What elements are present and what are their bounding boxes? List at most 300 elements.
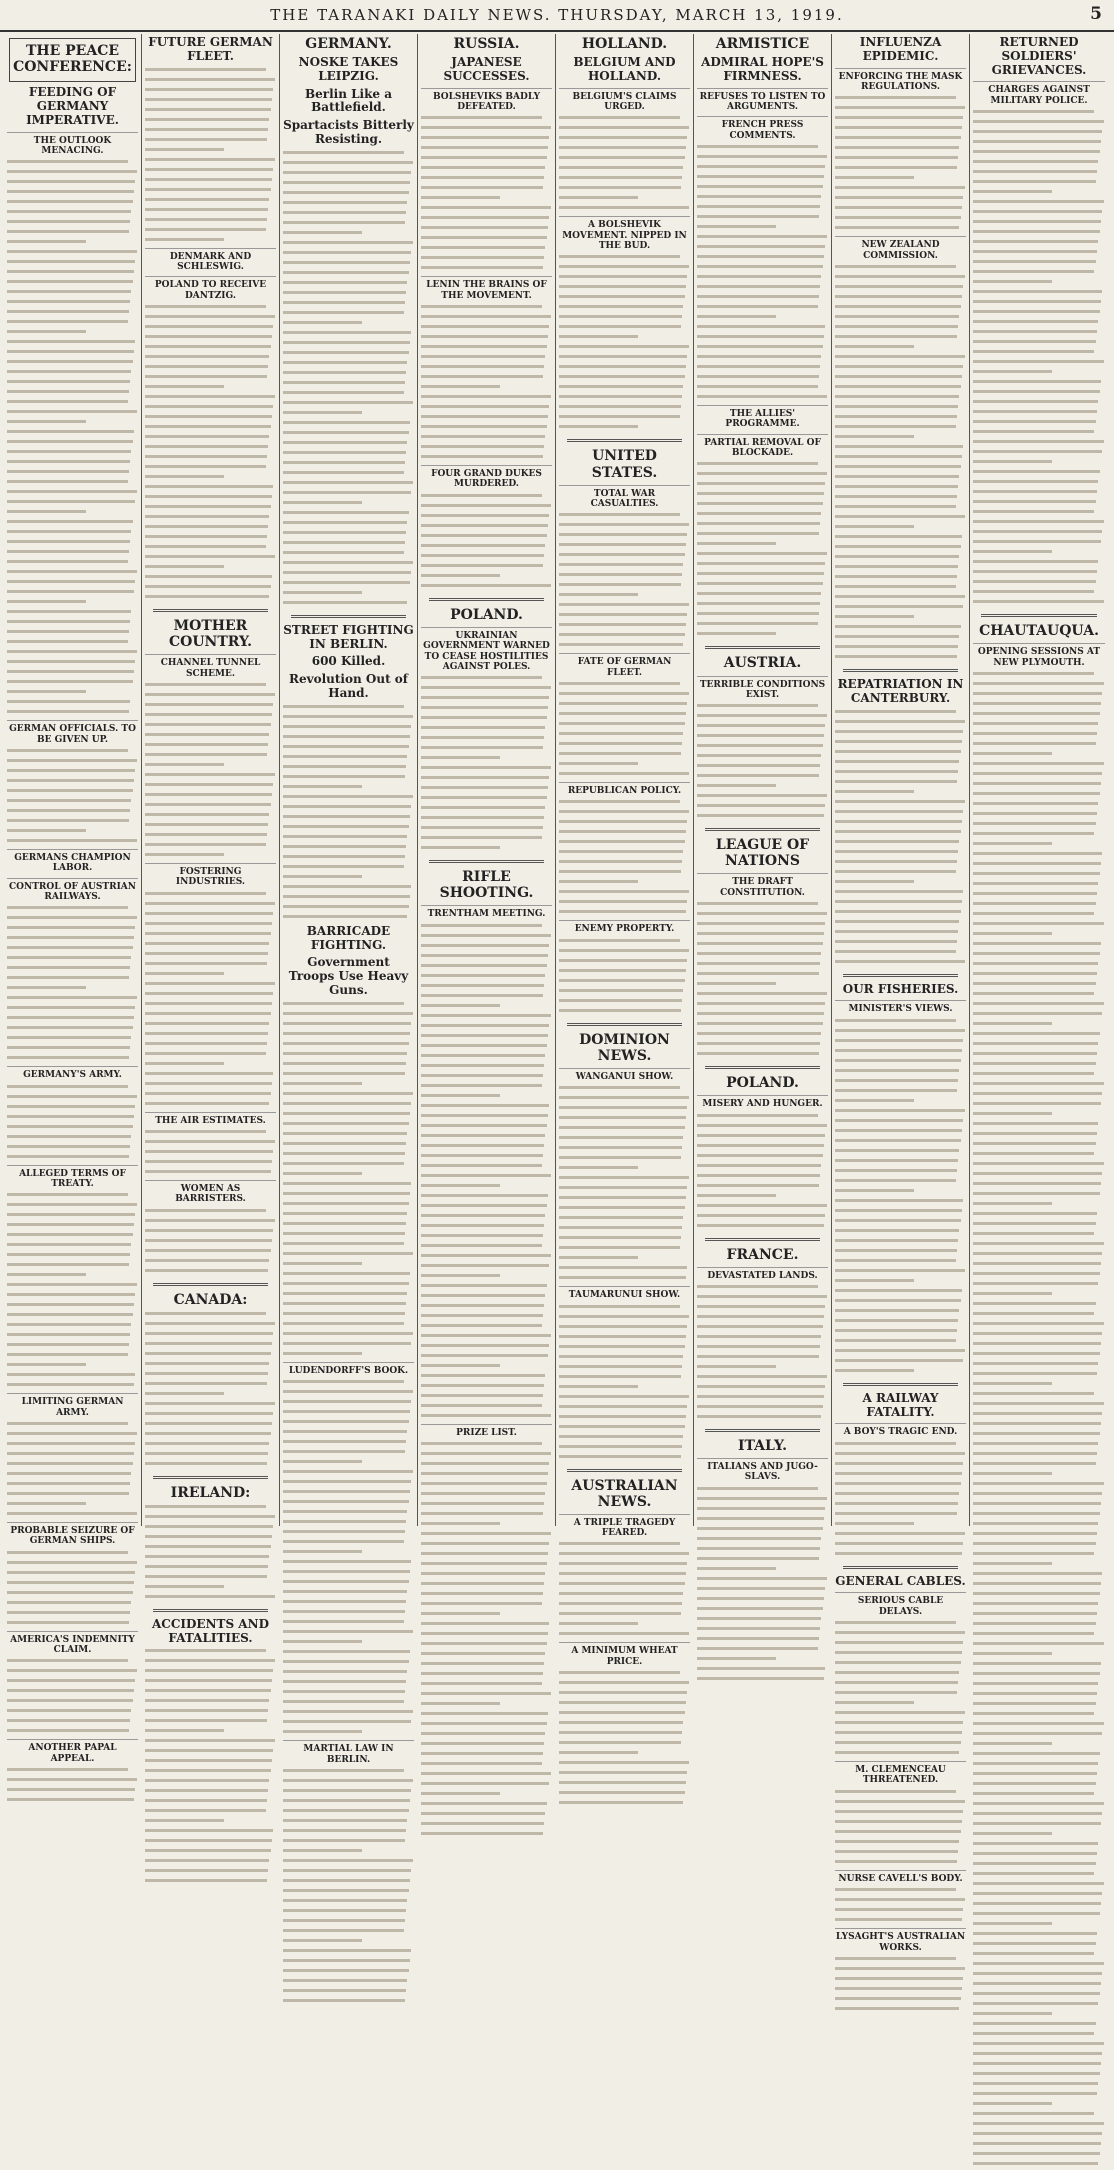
subheadline: FRENCH PRESS COMMENTS. [697, 116, 828, 141]
text-line [7, 370, 138, 378]
text-line-stroke [7, 1353, 128, 1356]
text-line [283, 461, 414, 469]
divider [153, 1476, 268, 1479]
text-line-stroke [697, 1154, 823, 1157]
text-line [559, 752, 690, 760]
text-line-stroke [559, 623, 686, 626]
text-line [697, 155, 828, 163]
text-line-stroke [421, 1344, 549, 1347]
article-body [7, 1422, 138, 1520]
text-line [973, 270, 1105, 278]
text-line [421, 246, 552, 254]
text-line [283, 705, 414, 713]
text-line [835, 1249, 966, 1257]
text-line-stroke [973, 952, 1100, 955]
text-line-stroke [7, 620, 130, 623]
text-line-stroke [7, 370, 131, 373]
text-line [421, 846, 552, 854]
text-line [7, 1768, 138, 1776]
text-line [421, 1742, 552, 1750]
article-body [145, 1130, 276, 1178]
text-line [421, 1572, 552, 1580]
text-line-stroke [7, 1432, 137, 1435]
text-line [283, 885, 414, 893]
text-line-stroke [835, 890, 963, 893]
text-line [835, 1049, 966, 1057]
text-line-stroke [835, 1452, 965, 1455]
text-line-stroke [697, 462, 818, 465]
text-line-stroke [421, 1364, 500, 1367]
text-line-stroke [835, 415, 957, 418]
text-line [697, 1355, 828, 1363]
text-line [559, 405, 690, 413]
text-line [283, 391, 414, 399]
text-line [421, 1482, 552, 1490]
text-line-stroke [421, 246, 545, 249]
text-line-stroke [283, 551, 404, 554]
text-line [835, 750, 966, 758]
text-line-stroke [835, 950, 956, 953]
text-line [283, 1440, 414, 1448]
text-line [559, 1246, 690, 1254]
article-body [697, 1487, 828, 1685]
text-line-stroke [973, 570, 1097, 573]
text-line-stroke [559, 116, 680, 119]
text-line-stroke [697, 205, 820, 208]
text-line [7, 660, 138, 668]
text-line [973, 600, 1105, 608]
article-body [7, 749, 138, 847]
text-line-stroke [559, 1691, 687, 1694]
text-line-stroke [283, 1032, 410, 1035]
text-line-stroke [283, 1949, 411, 1952]
text-line [973, 1892, 1105, 1900]
text-line [145, 1072, 276, 1080]
text-line-stroke [7, 360, 133, 363]
text-line-stroke [421, 786, 548, 789]
text-line-stroke [973, 1672, 1100, 1675]
text-line [421, 1452, 552, 1460]
subheadline: PARTIAL REMOVAL OF BLOCKADE. [697, 434, 828, 459]
subheadline: PROBABLE SEIZURE OF GERMAN SHIPS. [7, 1522, 138, 1547]
text-line-stroke [283, 1352, 362, 1355]
text-line-stroke [973, 520, 1104, 523]
text-line [421, 954, 552, 962]
text-line-stroke [283, 221, 405, 224]
text-line-stroke [835, 1512, 957, 1515]
text-line [835, 1149, 966, 1157]
article-body [559, 1542, 690, 1640]
text-line [835, 1751, 966, 1759]
text-line [283, 1700, 414, 1708]
text-line-stroke [835, 285, 963, 288]
text-line-stroke [835, 1069, 959, 1072]
text-line-stroke [421, 494, 542, 497]
text-line [973, 1752, 1105, 1760]
text-line [283, 281, 414, 289]
text-line-stroke [835, 1029, 965, 1032]
text-line [145, 565, 276, 573]
text-line [559, 1096, 690, 1104]
text-line-stroke [697, 562, 825, 565]
text-line [7, 250, 138, 258]
text-line [283, 1839, 414, 1847]
text-line-stroke [697, 355, 821, 358]
text-line [7, 1193, 138, 1201]
text-line [7, 320, 138, 328]
text-line [559, 623, 690, 631]
text-line-stroke [835, 2007, 959, 2010]
text-line-stroke [559, 1751, 638, 1754]
text-line [973, 882, 1105, 890]
text-line-stroke [7, 1125, 133, 1128]
text-line-stroke [283, 1839, 405, 1842]
text-line-stroke [7, 996, 137, 999]
text-line-stroke [697, 1204, 827, 1207]
text-line [973, 1802, 1105, 1810]
text-line [283, 481, 414, 489]
text-line-stroke [421, 1244, 542, 1247]
text-line-stroke [835, 1997, 961, 2000]
text-line [973, 762, 1105, 770]
text-line [283, 1869, 414, 1877]
text-line [835, 126, 966, 134]
text-line-stroke [973, 1592, 1100, 1595]
text-line-stroke [697, 632, 776, 635]
article-body [697, 704, 828, 822]
text-line [559, 1562, 690, 1570]
text-line [283, 1859, 414, 1867]
text-line-stroke [559, 573, 682, 576]
text-line [697, 1527, 828, 1535]
text-line-stroke [697, 754, 821, 757]
text-line-stroke [7, 300, 130, 303]
text-line [973, 1322, 1105, 1330]
text-line [145, 1229, 276, 1237]
text-line [283, 1949, 414, 1957]
text-line [973, 170, 1105, 178]
text-line [973, 580, 1105, 588]
text-line [283, 371, 414, 379]
text-line-stroke [421, 1324, 542, 1327]
text-line [421, 806, 552, 814]
text-line-stroke [421, 375, 543, 378]
text-line [973, 1342, 1105, 1350]
text-line-stroke [973, 1992, 1100, 1995]
text-line-stroke [283, 1889, 409, 1892]
headline: THE PEACE CONFERENCE: [13, 43, 132, 76]
text-line-stroke [145, 972, 224, 975]
text-line [835, 166, 966, 174]
text-line-stroke [973, 1662, 1101, 1665]
text-line-stroke [283, 1212, 407, 1215]
text-line-stroke [559, 1781, 686, 1784]
text-line [697, 1315, 828, 1323]
text-line-stroke [835, 305, 961, 308]
text-line-stroke [421, 1184, 500, 1187]
text-line-stroke [145, 793, 272, 796]
text-line [559, 126, 690, 134]
text-line [973, 2122, 1105, 2130]
text-line-stroke [283, 1660, 409, 1663]
text-line [559, 1266, 690, 1274]
text-line [973, 812, 1105, 820]
text-line-stroke [973, 1122, 1098, 1125]
text-line-stroke [973, 1812, 1102, 1815]
text-line [835, 315, 966, 323]
text-line-stroke [7, 1373, 135, 1376]
text-line-stroke [697, 315, 776, 318]
text-line-stroke [145, 1259, 269, 1262]
text-line-stroke [283, 1989, 406, 1992]
text-line [835, 365, 966, 373]
text-line [283, 1789, 414, 1797]
text-line [7, 580, 138, 588]
headline: HOLLAND. [581, 36, 668, 52]
text-line-stroke [283, 1292, 407, 1295]
text-line [145, 1689, 276, 1697]
text-line-stroke [697, 1657, 776, 1660]
text-line [973, 2092, 1105, 2100]
text-line [145, 1082, 276, 1090]
text-line [973, 1132, 1105, 1140]
text-line-stroke [283, 371, 406, 374]
text-line-stroke [145, 1442, 269, 1445]
text-line-stroke [283, 491, 411, 494]
text-line-stroke [145, 515, 269, 518]
text-line [421, 1014, 552, 1022]
text-line [559, 1166, 690, 1174]
text-line [835, 485, 966, 493]
text-line-stroke [697, 1487, 818, 1490]
text-line [421, 1782, 552, 1790]
text-line [283, 1989, 414, 1997]
headline: RIFLE SHOOTING. [439, 869, 534, 902]
text-line-stroke [283, 1929, 404, 1932]
text-line [973, 792, 1105, 800]
text-line [973, 1212, 1105, 1220]
text-line-stroke [145, 1515, 275, 1518]
text-line-stroke [421, 435, 545, 438]
text-line [973, 1952, 1105, 1960]
text-line [697, 395, 828, 403]
text-line [973, 530, 1105, 538]
text-line [145, 535, 276, 543]
text-line [973, 872, 1105, 880]
text-line-stroke [697, 1617, 821, 1620]
text-line-stroke [283, 251, 411, 254]
text-line [697, 175, 828, 183]
text-line [835, 295, 966, 303]
text-line-stroke [421, 1692, 551, 1695]
text-line-stroke [283, 1610, 405, 1613]
text-line-stroke [973, 2142, 1101, 2145]
text-line [7, 1492, 138, 1500]
text-line [7, 1502, 138, 1510]
text-line [559, 1425, 690, 1433]
text-line [145, 108, 276, 116]
text-line [283, 581, 414, 589]
text-line [283, 1132, 414, 1140]
text-line-stroke [145, 1072, 273, 1075]
text-line-stroke [973, 1882, 1104, 1885]
text-line [421, 964, 552, 972]
text-line [835, 1369, 966, 1377]
article-body [559, 116, 690, 214]
text-line-stroke [697, 1667, 825, 1670]
text-line-stroke [559, 206, 689, 209]
text-line [421, 924, 552, 932]
text-line [283, 471, 414, 479]
text-line-stroke [421, 156, 547, 159]
text-line-stroke [283, 835, 407, 838]
text-line-stroke [559, 772, 689, 775]
text-line-stroke [697, 1517, 824, 1520]
text-line [283, 1540, 414, 1548]
text-line-stroke [283, 1282, 409, 1285]
subheadline: NOSKE TAKES LEIPZIG. [298, 55, 399, 83]
text-line [973, 802, 1105, 810]
text-line-stroke [559, 146, 686, 149]
text-line-stroke [559, 1196, 686, 1199]
text-line [283, 1490, 414, 1498]
text-line [145, 1052, 276, 1060]
text-line [283, 1342, 414, 1350]
text-line-stroke [283, 1590, 407, 1593]
text-line [7, 1016, 138, 1024]
text-line [559, 186, 690, 194]
headline: BARRICADE FIGHTING. [306, 923, 391, 952]
text-line [973, 1602, 1105, 1610]
text-line-stroke [973, 310, 1100, 313]
text-line [835, 96, 966, 104]
text-line [835, 1229, 966, 1237]
text-line-stroke [973, 1602, 1098, 1605]
text-line-stroke [283, 705, 404, 708]
text-line-stroke [421, 1404, 542, 1407]
text-line [697, 385, 828, 393]
text-line [7, 1788, 138, 1796]
text-line [7, 1056, 138, 1064]
text-line-stroke [421, 554, 544, 557]
text-line-stroke [559, 1226, 682, 1229]
text-line [283, 815, 414, 823]
text-line-stroke [973, 2012, 1052, 2015]
text-line [559, 850, 690, 858]
text-line [7, 1233, 138, 1241]
text-line-stroke [559, 126, 689, 129]
text-line [145, 1749, 276, 1757]
text-line [7, 600, 138, 608]
text-line [835, 435, 966, 443]
text-line [973, 682, 1105, 690]
text-line-stroke [697, 285, 820, 288]
text-line [973, 1662, 1105, 1670]
text-line-stroke [835, 1279, 914, 1282]
text-line [283, 1640, 414, 1648]
text-line-stroke [283, 181, 410, 184]
text-line [559, 385, 690, 393]
text-line [973, 1182, 1105, 1190]
text-line [145, 138, 276, 146]
text-line [283, 301, 414, 309]
subheadline: REPUBLICAN POLICY. [559, 782, 690, 796]
text-line-stroke [283, 1122, 409, 1125]
text-line [283, 1460, 414, 1468]
text-line [973, 712, 1105, 720]
text-line-stroke [7, 916, 137, 919]
article-body [7, 1659, 138, 1737]
text-line-stroke [145, 733, 269, 736]
text-line-stroke [421, 1612, 500, 1615]
text-line-stroke [559, 959, 687, 962]
text-line-stroke [559, 1435, 683, 1438]
text-line [835, 1189, 966, 1197]
text-line-stroke [145, 1432, 271, 1435]
text-line [7, 1798, 138, 1806]
text-line-stroke [835, 1830, 961, 1833]
text-line [421, 1354, 552, 1362]
text-line-stroke [559, 732, 683, 735]
text-line [835, 840, 966, 848]
text-line-stroke [283, 1380, 404, 1383]
text-line [7, 470, 138, 478]
text-line [145, 1102, 276, 1110]
subheadline: TERRIBLE CONDITIONS EXIST. [697, 676, 828, 701]
text-line [7, 400, 138, 408]
text-line [7, 926, 138, 934]
text-line-stroke [283, 1152, 405, 1155]
text-line-stroke [559, 593, 638, 596]
text-line [973, 390, 1105, 398]
text-line [7, 1699, 138, 1707]
text-line-stroke [145, 395, 275, 398]
text-line-stroke [697, 325, 825, 328]
text-line-stroke [421, 1414, 551, 1417]
text-line [973, 1072, 1105, 1080]
text-line-stroke [697, 395, 827, 398]
text-line [559, 325, 690, 333]
text-line [145, 445, 276, 453]
text-line [283, 1929, 414, 1937]
text-line-stroke [145, 365, 268, 368]
text-line [145, 1799, 276, 1807]
text-line [973, 280, 1105, 288]
text-line-stroke [835, 555, 959, 558]
text-line [7, 1551, 138, 1559]
text-line [145, 892, 276, 900]
text-line [421, 445, 552, 453]
text-line-stroke [145, 485, 273, 488]
headline: CANADA: [173, 1291, 248, 1308]
text-line [697, 355, 828, 363]
text-line [697, 1184, 828, 1192]
text-line-stroke [559, 939, 680, 942]
text-line-stroke [145, 445, 268, 448]
text-line-stroke [973, 550, 1052, 553]
text-line [421, 776, 552, 784]
text-line [835, 1671, 966, 1679]
text-line [697, 472, 828, 480]
headline: ARMISTICE [715, 36, 810, 52]
text-line [835, 1482, 966, 1490]
text-line-stroke [7, 660, 135, 663]
headline: RUSSIA. [453, 36, 520, 52]
text-line [835, 555, 966, 563]
text-line [559, 880, 690, 888]
text-line-stroke [283, 1680, 406, 1683]
text-line-stroke [283, 1272, 410, 1275]
